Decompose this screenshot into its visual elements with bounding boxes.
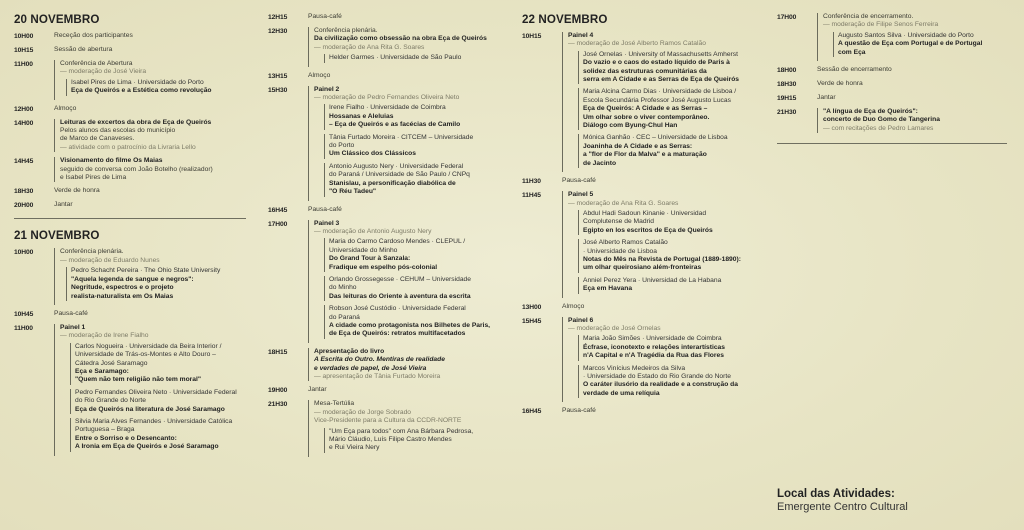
speaker-name: Orlando Grossegesse · CEHUM – Universidade — [329, 275, 471, 283]
speaker-name: Silvia Maria Alves Fernandes · Universidade Católica — [75, 417, 233, 425]
panel — [562, 317, 762, 403]
time: 17H00 — [268, 220, 288, 228]
time: 10H15 — [14, 47, 34, 54]
panel — [562, 191, 762, 297]
item-text: Pausa-café — [308, 13, 342, 20]
time: 14H00 — [14, 119, 34, 127]
talk-title: com Eça — [838, 48, 866, 56]
speaker-name: Isabel Pires de Lima · Universidade do Porto — [71, 78, 204, 86]
talk-title: – Eça de Queirós e as facécias de Camilo — [329, 121, 461, 129]
time: 18H00 — [777, 67, 797, 75]
time: 14H45 — [14, 158, 34, 166]
speaker-name: Antonio Augusto Nery · Universidade Federal — [329, 162, 464, 170]
speaker — [324, 428, 510, 453]
talk-title: Eça e Saramago: — [75, 367, 129, 375]
item-text: Jantar — [54, 201, 73, 209]
speaker — [578, 365, 762, 399]
schedule-item — [14, 105, 246, 114]
talk-title: Eça em Havana — [583, 285, 633, 293]
speaker-name: Escola Secundária Professor José Augusto Lucas — [583, 96, 731, 104]
speaker-name: "Um Eça para todos" com Ana Bárbara Pedrosa, — [329, 427, 474, 435]
schedule-item — [522, 407, 762, 416]
time: 20H00 — [14, 202, 34, 210]
divider — [777, 143, 1007, 144]
speaker-name: Pedro Fernandes Oliveira Neto · Universidade Federal — [75, 388, 237, 396]
speaker — [66, 267, 246, 301]
talk-title: Entre o Sorriso e o Desencanto: — [75, 434, 177, 442]
time: 19H00 — [268, 387, 288, 395]
talk-title: de Jacinto — [583, 159, 617, 167]
schedule-item — [268, 220, 510, 343]
item-text: Almoço — [54, 104, 77, 112]
talk-title: Diálogo com Byung-Chul Han — [583, 122, 678, 130]
divider — [14, 218, 246, 219]
schedule-item — [14, 324, 246, 456]
speaker-name: Tânia Furtado Moreira · CITCEM – Universidade — [329, 133, 474, 141]
speaker — [833, 32, 1007, 57]
time: 12H30 — [268, 28, 288, 35]
panel-title: Painel 3 — [314, 219, 340, 227]
moderator: — moderação de Pedro Fernandes Oliveira Neto — [314, 94, 460, 102]
talk-title: "Quem não tem religião não tem moral" — [75, 376, 202, 384]
speaker-name: José Alberto Ramos Catalão — [583, 239, 668, 247]
speaker-name: Universidade de Trás-os-Montes e Alto Douro – — [75, 351, 216, 359]
speaker-name: do Rio Grande do Norte — [75, 397, 147, 405]
time: 17H00 — [777, 14, 797, 21]
speaker — [578, 134, 762, 168]
talk-title: "Aquela legenda de sangue e negros": — [71, 275, 194, 283]
moderator: — moderação de Eduardo Nunes — [60, 256, 160, 264]
speaker — [578, 51, 762, 85]
item-text: Almoço — [308, 71, 331, 79]
item-text: Conferência plenária. — [60, 248, 124, 256]
speaker-name: · Universidade de Lisboa — [583, 247, 657, 255]
item-title: A Escrita do Outro. Mentiras de realidade — [314, 356, 445, 364]
item-text: Pausa-café — [308, 205, 342, 213]
speaker — [324, 104, 510, 129]
schedule-item — [777, 66, 1007, 75]
schedule-item — [777, 80, 1007, 89]
day-title: 22 NOVEMBRO — [522, 13, 608, 26]
talk-title: Um Clássico dos Clássicos — [329, 150, 416, 158]
talk-title: Negritude, espectros e o projeto — [71, 284, 174, 292]
item-text: Pausa-café — [562, 407, 596, 415]
time: 11H00 — [14, 324, 33, 332]
panel — [562, 32, 762, 172]
talk-title: A questão de Eça com Portugal e de Portugal — [838, 40, 983, 48]
speaker-name: · Universidade do Estado do Rio Grande do Norte — [583, 373, 731, 380]
item-content — [54, 60, 246, 100]
talk-title: Eça de Queirós na literatura de José Saramago — [75, 405, 225, 413]
time: 19H15 — [777, 95, 797, 103]
moderator: — moderação de Jorge Sobrado — [314, 408, 412, 416]
schedule-item — [777, 94, 1007, 103]
moderator: Vice-Presidente para a Cultura da CCDR-NORTE — [314, 417, 462, 425]
talk-title: Egipto en los escritos de Eça de Queirós — [583, 226, 713, 234]
speaker-name: José Ornelas · University of Massachusetts Amherst — [583, 50, 738, 58]
speaker-name: Maria Alcina Carmo Dias · Universidade de Lisboa / — [583, 88, 737, 96]
talk-title: realista-naturalista em Os Maias — [71, 292, 174, 300]
talk-title: Do vazio e o caos do estado líquido de Paris à — [583, 59, 730, 67]
item-content — [54, 248, 246, 304]
schedule-item — [14, 119, 246, 153]
time: 10H00 — [14, 249, 34, 257]
schedule-item — [14, 187, 246, 196]
speaker — [578, 88, 762, 130]
talk-title: n'A Capital e n'A Tragédia da Rua das Flores — [583, 352, 724, 360]
talk-title: Hossanas e Aleluias — [329, 112, 394, 120]
panel-title: Painel 1 — [60, 323, 86, 331]
speaker-name: do Porto — [329, 142, 355, 150]
speaker-name: Abdul Hadi Sadoun Kinanie · Universidad — [583, 209, 707, 217]
time: 10H15 — [522, 33, 542, 40]
venue-title: Local das Atividades: — [777, 488, 895, 500]
item-content — [308, 400, 510, 456]
item-text: Pausa-café — [562, 177, 596, 185]
speaker-name: Helder Garmes · Universidade de São Paulo — [329, 54, 462, 62]
speaker-name: Marcos Vinícius Medeiros da Silva — [583, 364, 686, 372]
schedule-item — [522, 177, 762, 186]
speaker-name: e Rui Vieira Nery — [329, 444, 380, 452]
speaker-name: Universidade do Minho — [329, 246, 398, 254]
time: 10H00 — [14, 33, 34, 40]
schedule-item — [522, 32, 762, 172]
time: 16H45 — [268, 206, 288, 214]
schedule-item — [268, 13, 510, 22]
item-title: "A língua de Eça de Queirós": — [823, 108, 918, 116]
item-title: concerto de Duo Gomo de Tangerina — [823, 116, 940, 124]
speaker — [578, 335, 762, 360]
speaker — [324, 305, 510, 339]
time: 16H45 — [522, 408, 542, 416]
item-text: Conferência de Abertura — [60, 60, 133, 67]
time: 13H15 — [268, 72, 288, 80]
talk-title: Do Grand Tour à Sanzala: — [329, 255, 411, 263]
venue-block — [777, 488, 908, 513]
day-title: 21 NOVEMBRO — [14, 229, 100, 243]
schedule-item — [268, 206, 510, 215]
speaker-name: Mário Cláudio, Luís Filipe Castro Mendes — [329, 436, 452, 444]
column-day-21-cont — [268, 13, 510, 462]
moderator: — moderação de José Ornelas — [568, 324, 661, 332]
item-text: Receção dos participantes — [54, 32, 133, 39]
speaker — [324, 238, 510, 272]
schedule-item — [522, 317, 762, 403]
time: 12H00 — [14, 105, 34, 113]
moderator: — moderação de Filipe Senos Ferreira — [823, 21, 939, 29]
time: 21H30 — [268, 401, 288, 409]
time: 15H30 — [268, 86, 288, 94]
moderator: — moderação de Antonio Augusto Nery — [314, 227, 432, 235]
schedule-item — [268, 348, 510, 382]
day-title: 20 NOVEMBRO — [14, 13, 100, 26]
item-text: Verde de honra — [54, 187, 100, 195]
time: 12H15 — [268, 14, 288, 21]
talk-title: Joaninha de A Cidade e as Serras: — [583, 142, 693, 150]
time: 18H15 — [268, 348, 288, 356]
time: 18H30 — [14, 188, 34, 196]
speaker — [70, 343, 246, 385]
speaker-name: do Minho — [329, 284, 357, 292]
schedule-item — [268, 27, 510, 67]
talk-title: Das leituras do Oriente à aventura da escrita — [329, 292, 471, 300]
item-content — [817, 108, 1007, 133]
schedule-item — [14, 248, 246, 304]
talk-title: "O Réu Tadeu" — [329, 188, 377, 196]
item-text: Almoço — [562, 302, 585, 310]
item-line: de Marco de Canaveses. — [60, 135, 135, 143]
talk-title: Um olhar sobre o viver contemporâneo. — [583, 113, 710, 121]
schedule-item — [777, 13, 1007, 61]
item-content — [54, 119, 246, 153]
speaker-name: Mónica Ganhão · CEC – Universidade de Lisboa — [583, 134, 728, 142]
speaker-name: Complutense de Madrid — [583, 218, 654, 226]
speaker-name: Carlos Nogueira · Universidade da Beira Interior / — [75, 342, 222, 350]
moderator: — com recitações de Pedro Lamares — [823, 124, 934, 132]
speaker — [578, 277, 762, 294]
moderator: — moderação de Ana Rita G. Soares — [568, 199, 679, 207]
item-line: e Isabel Pires de Lima — [60, 174, 127, 182]
item-text: Pausa-café — [54, 309, 88, 317]
talk-title: O caráter ilusório da realidade e a construção da — [583, 381, 738, 389]
speaker — [578, 210, 762, 235]
schedule-item — [522, 191, 762, 297]
schedule-item — [14, 157, 246, 182]
talk-title: serra em A Cidade e as Serras de Eça de Queirós — [583, 76, 739, 84]
item-text: Sessão de encerramento — [817, 66, 892, 74]
speaker — [324, 54, 510, 62]
item-line: seguido de conversa com João Botelho (realizador) — [60, 165, 213, 173]
item-text: Jantar — [308, 386, 327, 394]
speaker-name: Pedro Schacht Pereira · The Ohio State University — [71, 267, 221, 275]
talk-title: Notas do Mês na Revista de Portugal (1889-1890): — [583, 255, 741, 263]
talk-title: Écfrase, iconotexto e relações interartísticas — [583, 343, 725, 351]
item-line: Pelos alunos das escolas do município — [60, 127, 176, 135]
time: 13H00 — [522, 303, 542, 311]
moderator: — moderação de Irene Fialho — [60, 332, 149, 340]
talk-title: Fradique em espelho pós-colonial — [329, 263, 438, 271]
speaker — [324, 163, 510, 197]
time: 21H30 — [777, 109, 797, 117]
item-title: Leituras de excertos da obra de Eça de Queirós — [60, 118, 212, 126]
talk-title: A cidade como protagonista nos Bilhetes de Paris, — [329, 321, 491, 329]
panel — [308, 220, 510, 343]
schedule-item — [14, 60, 246, 100]
speaker-name: Robson José Custódio · Universidade Federal — [329, 305, 466, 313]
time: 11H45 — [522, 192, 541, 200]
speaker — [66, 79, 246, 96]
talk-title: a "flor de Flor da Malva" e a maturação — [583, 151, 707, 159]
moderator: — moderação de José Vieira — [60, 68, 147, 76]
schedule-item — [268, 86, 510, 201]
item-text: Sessão de abertura — [54, 46, 113, 53]
speaker — [578, 239, 762, 273]
moderator: — moderação de José Alberto Ramos Catalão — [568, 40, 706, 48]
item-title: Visionamento do filme Os Maias — [60, 157, 163, 165]
speaker-name: Irene Fialho · Universidade de Coimbra — [329, 104, 446, 112]
moderator: — atividade com o patrocínio da Livraria Lello — [60, 143, 196, 151]
panel-title: Painel 5 — [568, 191, 594, 199]
time: 10H45 — [14, 310, 34, 318]
speaker-name: do Paraná — [329, 313, 360, 321]
item-text: Conferência de encerramento. — [823, 13, 914, 20]
venue-name: Emergente Centro Cultural — [777, 501, 908, 513]
time: 18H30 — [777, 81, 797, 89]
item-title: e verdades de papel, de José Vieira — [314, 364, 427, 372]
time: 11H00 — [14, 61, 33, 68]
talk-title: de Eça de Queirós: retratos multifacetados — [329, 330, 466, 338]
speaker — [70, 389, 246, 414]
panel-title: Painel 2 — [314, 85, 340, 93]
schedule-item — [268, 386, 510, 395]
schedule-item — [14, 46, 246, 55]
speaker — [324, 276, 510, 301]
moderator: — apresentação de Tânia Furtado Moreira — [314, 373, 441, 380]
time: 15H45 — [522, 317, 542, 325]
schedule-item — [268, 400, 510, 456]
column-day-22 — [522, 0, 762, 421]
schedule-item — [522, 303, 762, 312]
moderator: — moderação de Ana Rita G. Soares — [314, 43, 425, 51]
item-text: Verde de honra — [817, 80, 863, 88]
speaker — [70, 418, 246, 452]
schedule-item — [268, 72, 510, 81]
schedule-item — [14, 201, 246, 210]
talk-title: Da civilização como obsessão na obra Eça de Queirós — [314, 35, 487, 43]
item-content — [308, 27, 510, 67]
talk-title: verdade de uma relíquia — [583, 389, 660, 397]
talk-title: Stanislau, a personificação diabólica de — [329, 179, 456, 187]
panel — [308, 86, 510, 201]
speaker-name: do Paraná / Universidade de São Paulo / CNPq — [329, 171, 470, 179]
panel — [54, 324, 246, 456]
item-text: Conferência plenária. — [314, 27, 378, 34]
item-content — [54, 157, 246, 182]
column-day-22-cont — [777, 13, 1007, 154]
talk-title: Eça de Queirós e a Estética como revolução — [71, 87, 212, 95]
schedule-item — [777, 108, 1007, 133]
speaker-name: Portuguesa – Braga — [75, 426, 135, 434]
panel-title: Painel 6 — [568, 316, 594, 324]
speaker-name: Cátedra José Saramago — [75, 359, 148, 367]
schedule-item — [14, 310, 246, 319]
talk-title: um olhar queirosiano além-fronteiras — [583, 264, 702, 272]
talk-title: A Ironia em Eça de Queirós e José Saramago — [75, 443, 219, 451]
item-content — [308, 348, 510, 382]
panel-title: Painel 4 — [568, 32, 594, 39]
item-content — [817, 13, 1007, 61]
item-title: Apresentação do livro — [314, 347, 385, 355]
talk-title: solidez das estruturas comunitárias da — [583, 67, 707, 75]
time: 11H30 — [522, 178, 541, 186]
item-text: Mesa-Tertúlia — [314, 400, 355, 408]
column-day-20 — [14, 0, 246, 461]
item-text: Jantar — [817, 94, 836, 102]
speaker-name: Anniel Perez Yera · Universidad de La Habana — [583, 276, 722, 284]
speaker-name: Maria João Simões · Universidade de Coimbra — [583, 335, 722, 343]
talk-title: Eça de Queirós: A Cidade e as Serras – — [583, 105, 708, 113]
schedule-item — [14, 32, 246, 41]
speaker-name: Maria do Carmo Cardoso Mendes · CLEPUL / — [329, 238, 466, 246]
speaker-name: Augusto Santos Silva · Universidade do Porto — [838, 31, 974, 39]
speaker — [324, 134, 510, 159]
